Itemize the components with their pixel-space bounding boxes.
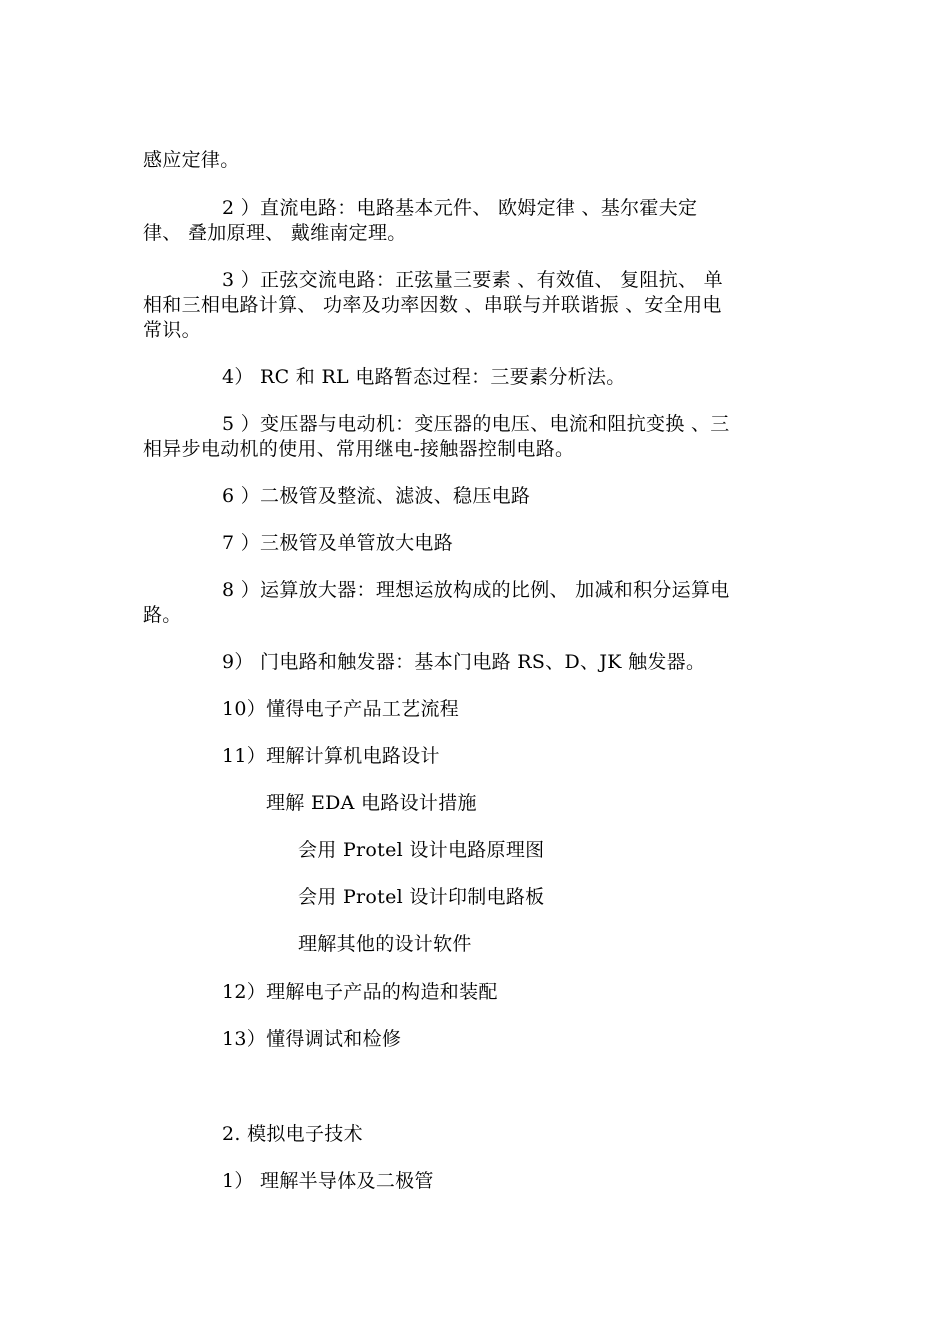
- text-line: 11）理解计算机电路设计: [222, 745, 440, 767]
- text-line: 常识。: [143, 319, 201, 341]
- text-line: 律、 叠加原理、 戴维南定理。: [143, 222, 407, 244]
- text-line: 路。: [143, 604, 182, 626]
- text-line: 会用 Protel 设计电路原理图: [298, 839, 545, 861]
- section-heading: 2. 模拟电子技术: [222, 1123, 363, 1145]
- text-line: 理解 EDA 电路设计措施: [266, 792, 477, 814]
- text-line: 13）懂得调试和检修: [222, 1028, 402, 1050]
- text-line: 感应定律。: [143, 149, 240, 171]
- text-line: 10）懂得电子产品工艺流程: [222, 698, 460, 720]
- text-line: 理解其他的设计软件: [298, 933, 472, 955]
- text-line: 相和三相电路计算、 功率及功率因数 、串联与并联谐振 、安全用电: [143, 294, 722, 316]
- text-line: 2 ）直流电路：电路基本元件、 欧姆定律 、基尔霍夫定: [222, 197, 698, 219]
- text-line: 3 ）正弦交流电路：正弦量三要素 、有效值、 复阻抗、 单: [222, 269, 723, 291]
- text-line: 9） 门电路和触发器：基本门电路 RS、D、JK 触发器。: [222, 651, 706, 673]
- text-line: 相异步电动机的使用、常用继电-接触器控制电路。: [143, 438, 575, 460]
- text-line: 12）理解电子产品的构造和装配: [222, 981, 498, 1003]
- text-line: 会用 Protel 设计印制电路板: [298, 886, 545, 908]
- text-line: 5 ）变压器与电动机：变压器的电压、电流和阻抗变换 、三: [222, 413, 730, 435]
- text-line: 7 ）三极管及单管放大电路: [222, 532, 454, 554]
- text-line: 4） RC 和 RL 电路暂态过程：三要素分析法。: [222, 366, 626, 388]
- text-line: 6 ）二极管及整流、滤波、稳压电路: [222, 485, 531, 507]
- text-line: 1） 理解半导体及二极管: [222, 1170, 434, 1192]
- text-line: 8 ）运算放大器：理想运放构成的比例、 加减和积分运算电: [222, 579, 730, 601]
